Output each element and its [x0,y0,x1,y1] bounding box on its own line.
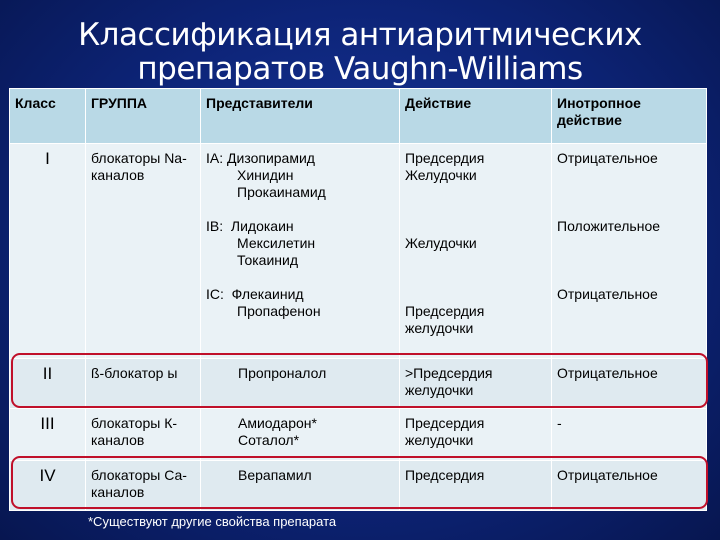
drug-name: Лидокаин [230,218,294,234]
footnote: *Существуют другие свойства препарата [88,514,337,529]
inotropic-cell: Отрицательное [552,461,707,511]
class-cell: IV [10,461,86,511]
group-cell: блокаторы Na-каналов [86,144,201,359]
action-cell: Предсердия [400,461,552,511]
drug-name: Флекаинид [231,286,304,302]
header-inotropic: Инотропное действие [552,89,707,144]
action-value: желудочки [405,320,474,336]
subgroup-label: IA: [206,150,224,166]
group-cell: блокаторы Са-каналов [86,461,201,511]
table-row-class-3 [10,409,707,461]
header-action: Действие [400,89,552,144]
class-cell: I [10,144,86,359]
action-value: >Предсердия [405,365,493,381]
action-cell [400,359,552,409]
inotropic-ib: Положительное [557,218,661,234]
drug-name: Хинидин [237,167,294,183]
action-value: Предсердия [405,415,485,431]
header-group: ГРУППА [86,89,201,144]
action-ib [405,235,546,286]
action-value: желудочки [405,432,474,448]
group-cell: блокаторы К-каналов [86,409,201,461]
subgroup-ib [206,218,394,269]
representatives-cell [201,144,400,359]
drug-name: Пропафенон [237,303,321,319]
header-representatives: Представители [201,89,400,144]
subgroup-ia [206,150,394,201]
drug-name: Амиодарон* [238,415,317,431]
action-cell [400,409,552,461]
title-line-2: препаратов Vaughn-Williams [137,51,583,87]
subgroup-ic [206,286,394,320]
drug-name: Дизопирамид [227,150,315,166]
class-cell: III [10,409,86,461]
subgroup-label: IB: [206,218,224,234]
drug-name: Соталол* [238,432,300,448]
action-value: Предсердия [405,303,485,319]
representatives-cell [201,409,400,461]
action-cell [400,144,552,359]
drug-name: Прокаинамид [237,184,326,200]
title-line-1: Классификация антиаритмических [78,17,642,53]
representatives-cell: Верапамил [201,461,400,511]
action-ia [405,150,546,218]
inotropic-ic: Отрицательное [557,286,658,302]
table-row-class-4 [10,461,707,511]
slide-title [0,18,720,86]
inotropic-ia: Отрицательное [557,150,658,166]
action-value: Желудочки [405,235,477,251]
drug-name: Мексилетин [237,235,316,251]
table-row-class-1 [10,144,707,359]
action-value: Желудочки [405,167,477,183]
table-header-row [10,89,707,144]
table-row-class-2 [10,359,707,409]
classification-table [9,88,707,511]
inotropic-cell: Отрицательное [552,359,707,409]
action-ic [405,303,546,337]
header-class: Класс [10,89,86,144]
inotropic-cell: - [552,409,707,461]
drug-name: Токаинид [237,252,299,268]
action-value: Предсердия [405,150,485,166]
group-cell: ß-блокатор ы [86,359,201,409]
action-value: желудочки [405,382,474,398]
inotropic-cell [552,144,707,359]
class-cell: II [10,359,86,409]
subgroup-label: IC: [206,286,224,302]
representatives-cell: Пропроналол [201,359,400,409]
